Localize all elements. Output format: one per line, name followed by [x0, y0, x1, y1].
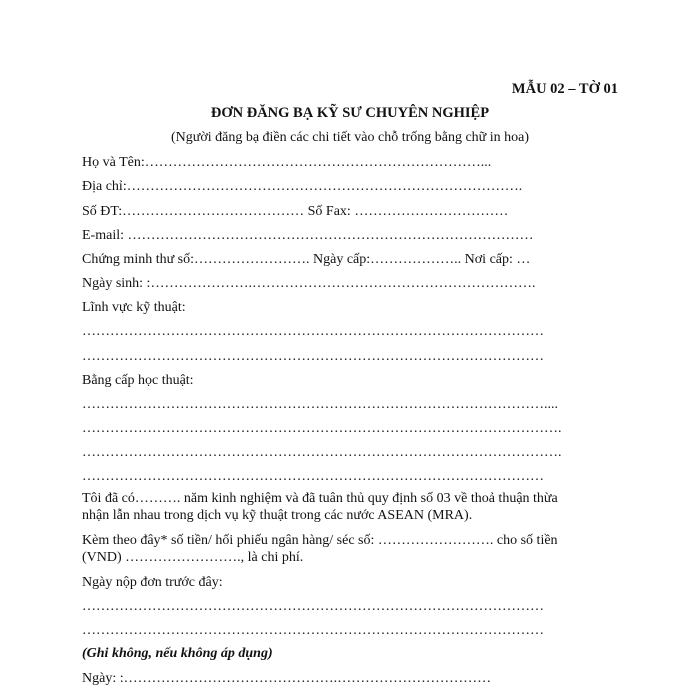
payment-statement: Kèm theo đây* số tiền/ hối phiếu ngân hàng/ séc số: ……………………. cho số tiền: [82, 533, 558, 548]
degree-label: Bằng cấp học thuật:: [82, 373, 194, 388]
technical-field-line[interactable]: ………………………………………………………………………………………: [82, 349, 544, 364]
degree-line[interactable]: ………………………………………………………………………………………….: [82, 421, 562, 436]
experience-statement: Tôi đã có………. năm kinh nghiệm và đã tuân thủ quy định số 03 về thoả thuận thừa: [82, 491, 558, 506]
degree-line[interactable]: ………………………………………………………………………………………: [82, 469, 544, 484]
phone-fax-field[interactable]: Số ĐT:………………………………… Số Fax: ……………………………: [82, 204, 509, 219]
id-card-field[interactable]: Chứng minh thư số:……………………. Ngày cấp:……………….. Nơi cấp: …: [82, 252, 531, 267]
degree-line[interactable]: ………………………………………………………………………………………….: [82, 445, 562, 460]
form-code: MẪU 02 – TỜ 01: [511, 81, 618, 97]
technical-field-label: Lĩnh vực kỹ thuật:: [82, 300, 186, 315]
previous-date-line[interactable]: ………………………………………………………………………………………: [82, 623, 544, 638]
degree-line[interactable]: ………………………………………………………………………………………....: [82, 397, 558, 412]
payment-statement-cont: (VND) ……………………., là chi phí.: [82, 550, 304, 565]
previous-date-label: Ngày nộp đơn trước đây:: [82, 575, 223, 590]
not-applicable-note: (Ghi không, nếu không áp dụng): [82, 646, 273, 661]
previous-date-line[interactable]: ………………………………………………………………………………………: [82, 599, 544, 614]
form-instructions: (Người đăng bạ điền các chi tiết vào chỗ trống bằng chữ in hoa): [170, 130, 530, 145]
experience-statement-cont: nhận lẫn nhau trong dịch vụ kỹ thuật trong các nước ASEAN (MRA).: [82, 508, 473, 523]
form-title: ĐƠN ĐĂNG BẠ KỸ SƯ CHUYÊN NGHIỆP: [210, 105, 490, 121]
birth-date-field[interactable]: Ngày sinh: :………………….…………………………………………………….: [82, 276, 536, 291]
full-name-field[interactable]: Họ và Tên:………………………………………………………………...: [82, 155, 492, 170]
date-field[interactable]: Ngày: :……………………………………….……………………………: [82, 671, 492, 686]
technical-field-line[interactable]: ………………………………………………………………………………………: [82, 324, 544, 339]
address-field[interactable]: Địa chỉ:………………………………………………………………………….: [82, 179, 523, 194]
email-field[interactable]: E-mail: ……………………………………………………………………………: [82, 228, 534, 243]
